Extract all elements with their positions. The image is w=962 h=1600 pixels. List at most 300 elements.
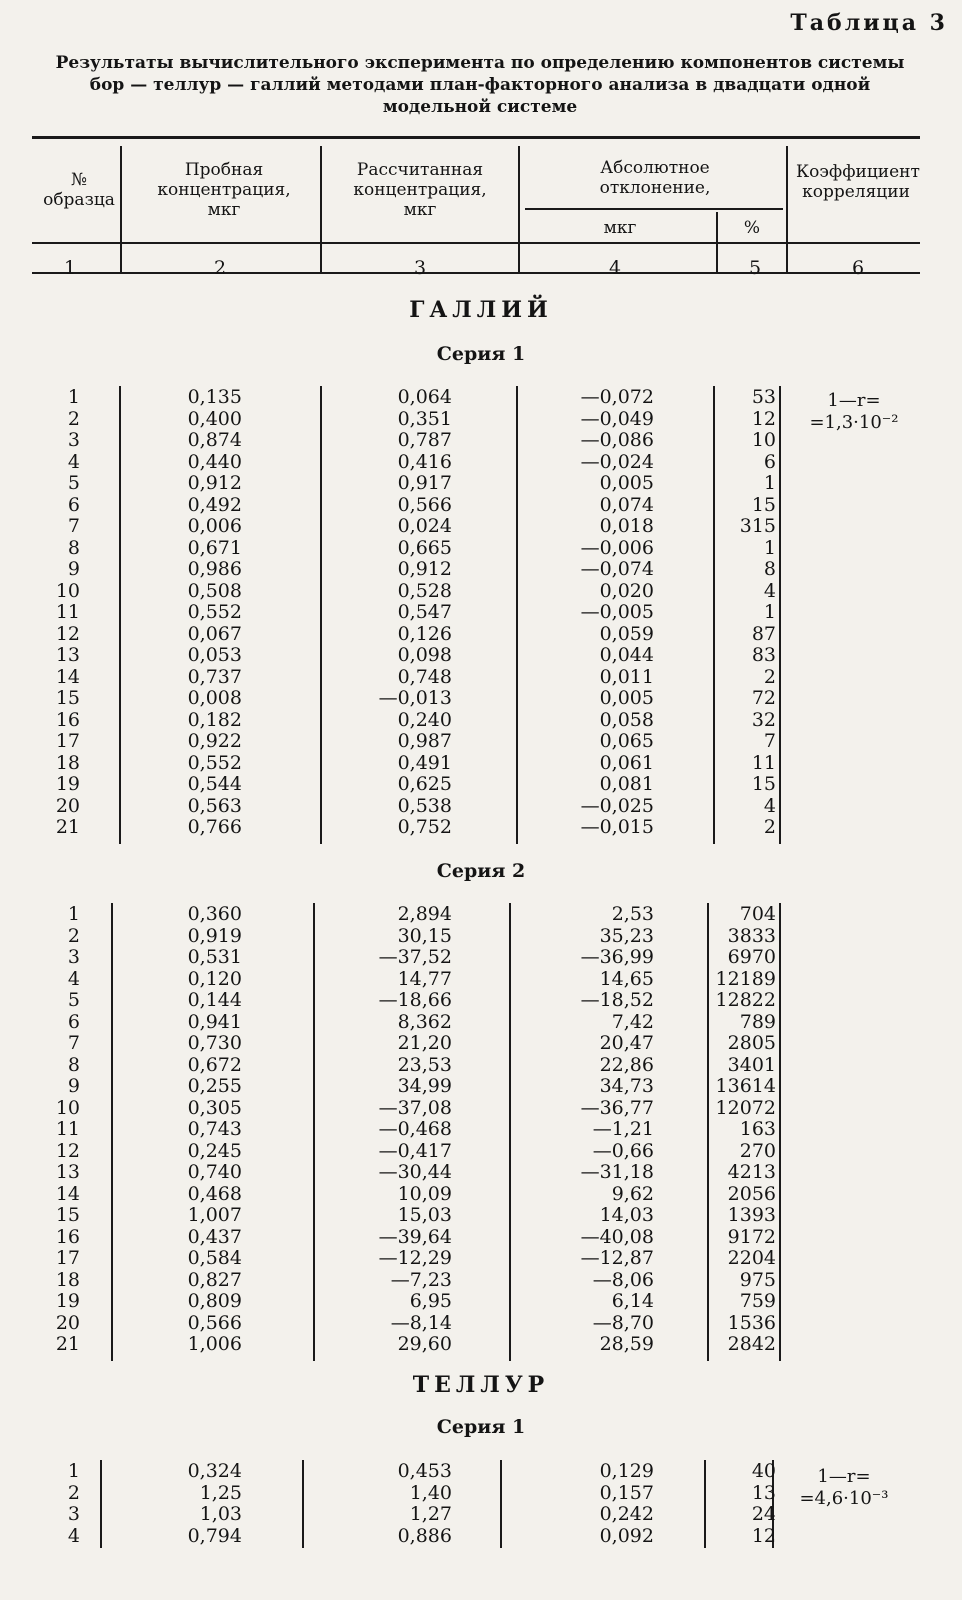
header-bottom-rule <box>32 272 920 274</box>
sample-number-cell: 7 <box>67 515 80 537</box>
deviation-mkg-cell: —0,074 <box>580 558 654 580</box>
deviation-mkg-cell: 0,044 <box>599 644 654 666</box>
calculated-concentration-cell: 0,126 <box>397 622 452 645</box>
deviation-percent-cell: 3833 <box>727 924 776 947</box>
column-number-5: 5 <box>748 257 762 279</box>
deviation-mkg-cell: 0,059 <box>599 622 654 645</box>
header-divider-1 <box>120 146 122 272</box>
sample-number-cell: 2 <box>67 407 80 430</box>
table-row <box>0 1247 962 1269</box>
calculated-concentration-cell: —0,417 <box>378 1139 452 1162</box>
calculated-concentration-cell: 0,351 <box>397 407 452 430</box>
column-number-4: 4 <box>608 257 622 279</box>
table-row <box>0 1482 962 1504</box>
trial-concentration-cell: 0,794 <box>187 1524 242 1547</box>
deviation-percent-cell: 12072 <box>715 1096 776 1119</box>
calculated-concentration-cell: —12,29 <box>378 1247 452 1269</box>
deviation-percent-cell: 270 <box>739 1139 776 1162</box>
table-row <box>0 1226 962 1248</box>
calculated-concentration-cell: 0,240 <box>397 708 452 731</box>
sample-number-cell: 5 <box>67 472 80 494</box>
calculated-concentration-cell: 0,912 <box>397 558 452 580</box>
series-title-gallium-2: Серия 2 <box>436 860 526 882</box>
calculated-concentration-cell: 21,20 <box>397 1032 452 1054</box>
trial-concentration-cell: 0,305 <box>187 1096 242 1119</box>
deviation-percent-cell: 2 <box>763 665 776 688</box>
sample-number-cell: 13 <box>55 1161 80 1183</box>
trial-concentration-cell: 0,740 <box>187 1161 242 1183</box>
calculated-concentration-cell: 8,362 <box>397 1010 452 1033</box>
table-row <box>0 601 962 623</box>
sample-number-cell: 7 <box>67 1032 80 1054</box>
sample-number-cell: 16 <box>55 1225 80 1248</box>
deviation-mkg-cell: —40,08 <box>580 1225 654 1248</box>
sample-number-cell: 12 <box>55 1139 80 1162</box>
deviation-percent-cell: 13614 <box>715 1075 776 1097</box>
trial-concentration-cell: 0,468 <box>187 1182 242 1205</box>
deviation-percent-cell: 3401 <box>727 1053 776 1076</box>
deviation-percent-cell: 12 <box>751 407 776 430</box>
trial-concentration-cell: 0,144 <box>187 989 242 1011</box>
deviation-mkg-cell: 0,005 <box>599 472 654 494</box>
trial-concentration-cell: 0,067 <box>187 622 242 645</box>
calculated-concentration-cell: 23,53 <box>397 1053 452 1076</box>
trial-concentration-cell: 1,006 <box>187 1333 242 1355</box>
trial-concentration-cell: 0,531 <box>187 946 242 968</box>
sample-number-cell: 14 <box>55 665 80 688</box>
deviation-mkg-cell: 0,061 <box>599 751 654 774</box>
trial-concentration-cell: 0,182 <box>187 708 242 731</box>
deviation-percent-cell: 87 <box>751 622 776 645</box>
deviation-percent-cell: 975 <box>739 1268 776 1291</box>
correlation-note-line2: =1,3·10⁻² <box>809 412 899 433</box>
deviation-percent-cell: 15 <box>751 773 776 795</box>
trial-concentration-cell: 0,255 <box>187 1075 242 1097</box>
table-row <box>0 1503 962 1525</box>
trial-concentration-cell: 1,007 <box>187 1204 242 1226</box>
header-top-rule <box>32 136 920 139</box>
table-row <box>0 1204 962 1226</box>
calculated-concentration-cell: 29,60 <box>397 1333 452 1355</box>
deviation-mkg-cell: 0,092 <box>599 1524 654 1547</box>
calculated-concentration-cell: 0,752 <box>397 816 452 838</box>
sample-number-cell: 15 <box>55 1204 80 1226</box>
gallium-series2-block <box>0 903 962 1363</box>
table-row <box>0 494 962 516</box>
trial-concentration-cell: 0,552 <box>187 751 242 774</box>
table-row <box>0 1011 962 1033</box>
sample-number-cell: 9 <box>67 558 80 580</box>
trial-concentration-cell: 0,400 <box>187 407 242 430</box>
table-row <box>0 1290 962 1312</box>
sample-number-cell: 13 <box>55 644 80 666</box>
sample-number-cell: 11 <box>55 1118 80 1140</box>
sample-number-cell: 1 <box>67 903 80 925</box>
sample-number-cell: 12 <box>55 622 80 645</box>
calculated-concentration-cell: 0,787 <box>397 429 452 451</box>
deviation-percent-cell: 789 <box>739 1010 776 1033</box>
calculated-concentration-cell: 0,917 <box>397 472 452 494</box>
trial-concentration-cell: 1,25 <box>199 1481 242 1504</box>
calculated-concentration-cell: 0,987 <box>397 730 452 752</box>
sample-number-cell: 19 <box>55 773 80 795</box>
trial-concentration-cell: 0,324 <box>187 1460 242 1482</box>
sample-number-cell: 2 <box>67 1481 80 1504</box>
deviation-percent-cell: 12189 <box>715 967 776 990</box>
trial-concentration-cell: 0,912 <box>187 472 242 494</box>
table-row <box>0 1118 962 1140</box>
series-title-tellurium-1: Серия 1 <box>436 1416 526 1438</box>
table-row <box>0 472 962 494</box>
table-row <box>0 1097 962 1119</box>
deviation-percent-cell: 11 <box>751 751 776 774</box>
trial-concentration-cell: 0,437 <box>187 1225 242 1248</box>
sample-number-cell: 17 <box>55 1247 80 1269</box>
section-title-tellurium: ТЕЛЛУР <box>412 1372 550 1398</box>
table-row <box>0 537 962 559</box>
deviation-mkg-cell: —0,025 <box>580 794 654 817</box>
table-row <box>0 1525 962 1547</box>
calculated-concentration-cell: —7,23 <box>390 1268 452 1291</box>
deviation-percent-cell: 4 <box>763 579 776 602</box>
calculated-concentration-cell: 0,064 <box>397 386 452 408</box>
calculated-concentration-cell: 0,491 <box>397 751 452 774</box>
trial-concentration-cell: 0,941 <box>187 1010 242 1033</box>
table-row <box>0 429 962 451</box>
trial-concentration-cell: 0,120 <box>187 967 242 990</box>
deviation-mkg-cell: —8,06 <box>592 1268 654 1291</box>
header-divider-2 <box>320 146 322 272</box>
deviation-mkg-cell: 6,14 <box>611 1290 654 1312</box>
deviation-mkg-cell: —18,52 <box>580 989 654 1011</box>
trial-concentration-cell: 0,245 <box>187 1139 242 1162</box>
deviation-mkg-cell: 7,42 <box>611 1010 654 1033</box>
sample-number-cell: 1 <box>67 386 80 408</box>
calculated-concentration-cell: 1,40 <box>409 1481 452 1504</box>
calculated-concentration-cell: 14,77 <box>397 967 452 990</box>
deviation-mkg-cell: 22,86 <box>599 1053 654 1076</box>
sample-number-cell: 15 <box>55 687 80 709</box>
table-number: Таблица 3 <box>790 10 948 36</box>
sample-number-cell: 1 <box>67 1460 80 1482</box>
deviation-percent-cell: 4213 <box>727 1161 776 1183</box>
sample-number-cell: 10 <box>55 579 80 602</box>
deviation-mkg-cell: 0,129 <box>599 1460 654 1482</box>
tellurium-series1-block <box>0 1460 962 1552</box>
deviation-mkg-cell: 0,242 <box>599 1503 654 1525</box>
calculated-concentration-cell: 0,098 <box>397 644 452 666</box>
column-number-3: 3 <box>413 257 427 279</box>
sample-number-cell: 3 <box>67 1503 80 1525</box>
column-number-2: 2 <box>213 257 227 279</box>
sample-number-cell: 16 <box>55 708 80 731</box>
trial-concentration-cell: 0,584 <box>187 1247 242 1269</box>
calculated-concentration-cell: 0,566 <box>397 493 452 516</box>
deviation-percent-cell: 1 <box>763 601 776 623</box>
section-title-gallium: ГАЛЛИЙ <box>409 297 553 323</box>
deviation-percent-cell: 12 <box>751 1524 776 1547</box>
deviation-mkg-cell: —12,87 <box>580 1247 654 1269</box>
deviation-mkg-cell: 34,73 <box>599 1075 654 1097</box>
deviation-percent-cell: 12822 <box>715 989 776 1011</box>
sample-number-cell: 6 <box>67 1010 80 1033</box>
deviation-mkg-cell: 28,59 <box>599 1333 654 1355</box>
trial-concentration-cell: 0,672 <box>187 1053 242 1076</box>
table-row <box>0 1312 962 1334</box>
sample-number-cell: 18 <box>55 1268 80 1291</box>
table-row <box>0 1460 962 1482</box>
sample-number-cell: 4 <box>67 1524 80 1547</box>
calculated-concentration-cell: 0,528 <box>397 579 452 602</box>
deviation-percent-cell: 2204 <box>727 1247 776 1269</box>
table-row <box>0 709 962 731</box>
deviation-percent-cell: 13 <box>751 1481 776 1504</box>
trial-concentration-cell: 0,766 <box>187 816 242 838</box>
table-row <box>0 773 962 795</box>
deviation-mkg-cell: —36,99 <box>580 946 654 968</box>
sample-number-cell: 3 <box>67 946 80 968</box>
calculated-concentration-cell: 0,665 <box>397 536 452 559</box>
deviation-percent-cell: 83 <box>751 644 776 666</box>
table-row <box>0 451 962 473</box>
deviation-percent-cell: 759 <box>739 1290 776 1312</box>
deviation-mkg-cell: —0,024 <box>580 450 654 473</box>
sample-number-cell: 14 <box>55 1182 80 1205</box>
trial-concentration-cell: 0,552 <box>187 601 242 623</box>
deviation-mkg-cell: —0,072 <box>580 386 654 408</box>
trial-concentration-cell: 1,03 <box>199 1503 242 1525</box>
deviation-percent-cell: 163 <box>739 1118 776 1140</box>
deviation-percent-cell: 1536 <box>727 1311 776 1334</box>
table-row <box>0 968 962 990</box>
deviation-mkg-cell: 0,058 <box>599 708 654 731</box>
deviation-percent-cell: 6970 <box>727 946 776 968</box>
sample-number-cell: 21 <box>55 1333 80 1355</box>
trial-concentration-cell: 0,986 <box>187 558 242 580</box>
table-row <box>0 558 962 580</box>
sample-number-cell: 2 <box>67 924 80 947</box>
header-divider-4 <box>716 212 718 272</box>
sample-number-cell: 8 <box>67 1053 80 1076</box>
table-row <box>0 1183 962 1205</box>
table-row <box>0 1333 962 1355</box>
header-percent: % <box>743 218 761 238</box>
calculated-concentration-cell: 0,886 <box>397 1524 452 1547</box>
table-row <box>0 816 962 838</box>
deviation-percent-cell: 2056 <box>727 1182 776 1205</box>
deviation-percent-cell: 15 <box>751 493 776 516</box>
calculated-concentration-cell: —18,66 <box>378 989 452 1011</box>
deviation-mkg-cell: 0,020 <box>599 579 654 602</box>
calculated-concentration-cell: —0,468 <box>378 1118 452 1140</box>
calculated-concentration-cell: 34,99 <box>397 1075 452 1097</box>
deviation-mkg-cell: 0,065 <box>599 730 654 752</box>
calculated-concentration-cell: —37,08 <box>378 1096 452 1119</box>
calculated-concentration-cell: 0,024 <box>397 515 452 537</box>
table-row <box>0 989 962 1011</box>
calculated-concentration-cell: 15,03 <box>397 1204 452 1226</box>
calculated-concentration-cell: 0,453 <box>397 1460 452 1482</box>
deviation-percent-cell: 1393 <box>727 1204 776 1226</box>
table-row <box>0 408 962 430</box>
trial-concentration-cell: 0,563 <box>187 794 242 817</box>
trial-concentration-cell: 0,544 <box>187 773 242 795</box>
sample-number-cell: 6 <box>67 493 80 516</box>
header-divider-3 <box>518 146 520 272</box>
calculated-concentration-cell: —8,14 <box>390 1311 452 1334</box>
deviation-percent-cell: 32 <box>751 708 776 731</box>
trial-concentration-cell: 0,006 <box>187 515 242 537</box>
sample-number-cell: 4 <box>67 450 80 473</box>
deviation-mkg-cell: —0,015 <box>580 816 654 838</box>
calculated-concentration-cell: —39,64 <box>378 1225 452 1248</box>
deviation-mkg-cell: 35,23 <box>599 924 654 947</box>
trial-concentration-cell: 0,566 <box>187 1311 242 1334</box>
sample-number-cell: 4 <box>67 967 80 990</box>
deviation-percent-cell: 8 <box>763 558 776 580</box>
table-row <box>0 925 962 947</box>
trial-concentration-cell: 0,135 <box>187 386 242 408</box>
table-row <box>0 386 962 408</box>
sample-number-cell: 21 <box>55 816 80 838</box>
trial-concentration-cell: 0,919 <box>187 924 242 947</box>
deviation-mkg-cell: 0,011 <box>599 665 654 688</box>
trial-concentration-cell: 0,874 <box>187 429 242 451</box>
calculated-concentration-cell: 0,416 <box>397 450 452 473</box>
deviation-percent-cell: 2 <box>763 816 776 838</box>
sample-number-cell: 9 <box>67 1075 80 1097</box>
deviation-mkg-cell: —0,086 <box>580 429 654 451</box>
trial-concentration-cell: 0,508 <box>187 579 242 602</box>
deviation-mkg-cell: —8,70 <box>592 1311 654 1334</box>
correlation-note-line1: 1—r= <box>827 390 881 411</box>
table-row <box>0 730 962 752</box>
deviation-mkg-cell: 0,005 <box>599 687 654 709</box>
deviation-mkg-cell: 0,018 <box>599 515 654 537</box>
sample-number-cell: 19 <box>55 1290 80 1312</box>
deviation-mkg-cell: —0,049 <box>580 407 654 430</box>
deviation-mkg-cell: —36,77 <box>580 1096 654 1119</box>
deviation-percent-cell: 1 <box>763 536 776 559</box>
deviation-percent-cell: 4 <box>763 794 776 817</box>
column-number-6: 6 <box>851 257 865 279</box>
trial-concentration-cell: 0,730 <box>187 1032 242 1054</box>
header-mkg: мкг <box>603 218 637 238</box>
calculated-concentration-cell: 0,748 <box>397 665 452 688</box>
deviation-percent-cell: 72 <box>751 687 776 709</box>
table-row <box>0 795 962 817</box>
table-row <box>0 752 962 774</box>
deviation-mkg-cell: —1,21 <box>592 1118 654 1140</box>
trial-concentration-cell: 0,053 <box>187 644 242 666</box>
deviation-percent-cell: 7 <box>763 730 776 752</box>
sample-number-cell: 17 <box>55 730 80 752</box>
header-trial-concentration: Пробная концентрация, мкг <box>157 160 291 220</box>
gallium-series1-block <box>0 386 962 846</box>
table-row <box>0 1075 962 1097</box>
table-row <box>0 580 962 602</box>
calculated-concentration-cell: 0,538 <box>397 794 452 817</box>
deviation-mkg-cell: 2,53 <box>611 903 654 925</box>
deviation-percent-cell: 704 <box>739 903 776 925</box>
deviation-percent-cell: 315 <box>739 515 776 537</box>
trial-concentration-cell: 0,008 <box>187 687 242 709</box>
table-row <box>0 946 962 968</box>
deviation-mkg-cell: 20,47 <box>599 1032 654 1054</box>
deviation-percent-cell: 53 <box>751 386 776 408</box>
table-row <box>0 1032 962 1054</box>
subheader-rule <box>525 208 783 210</box>
calculated-concentration-cell: —37,52 <box>378 946 452 968</box>
series-title-gallium-1: Серия 1 <box>436 343 526 365</box>
deviation-mkg-cell: 0,074 <box>599 493 654 516</box>
trial-concentration-cell: 0,671 <box>187 536 242 559</box>
deviation-percent-cell: 9172 <box>727 1225 776 1248</box>
sample-number-cell: 20 <box>55 1311 80 1334</box>
calculated-concentration-cell: 0,547 <box>397 601 452 623</box>
deviation-mkg-cell: —0,66 <box>592 1139 654 1162</box>
calculated-concentration-cell: 1,27 <box>409 1503 452 1525</box>
trial-concentration-cell: 0,360 <box>187 903 242 925</box>
sample-number-cell: 10 <box>55 1096 80 1119</box>
calculated-concentration-cell: 6,95 <box>409 1290 452 1312</box>
header-sample-number: № образца <box>43 170 115 210</box>
deviation-mkg-cell: 0,157 <box>599 1481 654 1504</box>
sample-number-cell: 11 <box>55 601 80 623</box>
deviation-percent-cell: 2805 <box>727 1032 776 1054</box>
deviation-mkg-cell: 14,65 <box>599 967 654 990</box>
deviation-mkg-cell: —0,005 <box>580 601 654 623</box>
calculated-concentration-cell: 30,15 <box>397 924 452 947</box>
trial-concentration-cell: 0,743 <box>187 1118 242 1140</box>
deviation-mkg-cell: —31,18 <box>580 1161 654 1183</box>
correlation-note-line1: 1—r= <box>817 1466 871 1487</box>
table-row <box>0 666 962 688</box>
trial-concentration-cell: 0,492 <box>187 493 242 516</box>
deviation-percent-cell: 6 <box>763 450 776 473</box>
deviation-percent-cell: 10 <box>751 429 776 451</box>
sample-number-cell: 5 <box>67 989 80 1011</box>
table-row <box>0 515 962 537</box>
header-correlation-coefficient: Коэффициент корреляции <box>796 162 920 202</box>
table-row <box>0 1140 962 1162</box>
table-row <box>0 644 962 666</box>
sample-number-cell: 20 <box>55 794 80 817</box>
correlation-note-line2: =4,6·10⁻³ <box>799 1488 889 1509</box>
sample-number-cell: 8 <box>67 536 80 559</box>
deviation-mkg-cell: 9,62 <box>611 1182 654 1205</box>
calculated-concentration-cell: —0,013 <box>378 687 452 709</box>
trial-concentration-cell: 0,827 <box>187 1268 242 1291</box>
table-row <box>0 1161 962 1183</box>
table-row <box>0 1054 962 1076</box>
trial-concentration-cell: 0,737 <box>187 665 242 688</box>
header-absolute-deviation: Абсолютное отклонение, <box>599 158 711 198</box>
table-row <box>0 1269 962 1291</box>
deviation-percent-cell: 2842 <box>727 1333 776 1355</box>
table-caption: Результаты вычислительного эксперимента по определению компонентов системы бор — теллур — галлий методами план-факторного анализа в двадцати одной модельной системе <box>55 53 905 117</box>
table-row <box>0 687 962 709</box>
trial-concentration-cell: 0,809 <box>187 1290 242 1312</box>
calculated-concentration-cell: 2,894 <box>397 903 452 925</box>
trial-concentration-cell: 0,922 <box>187 730 242 752</box>
deviation-percent-cell: 1 <box>763 472 776 494</box>
trial-concentration-cell: 0,440 <box>187 450 242 473</box>
header-divider-5 <box>786 146 788 272</box>
table-row <box>0 903 962 925</box>
header-calculated-concentration: Рассчитанная концентрация, мкг <box>353 160 487 220</box>
deviation-mkg-cell: 0,081 <box>599 773 654 795</box>
